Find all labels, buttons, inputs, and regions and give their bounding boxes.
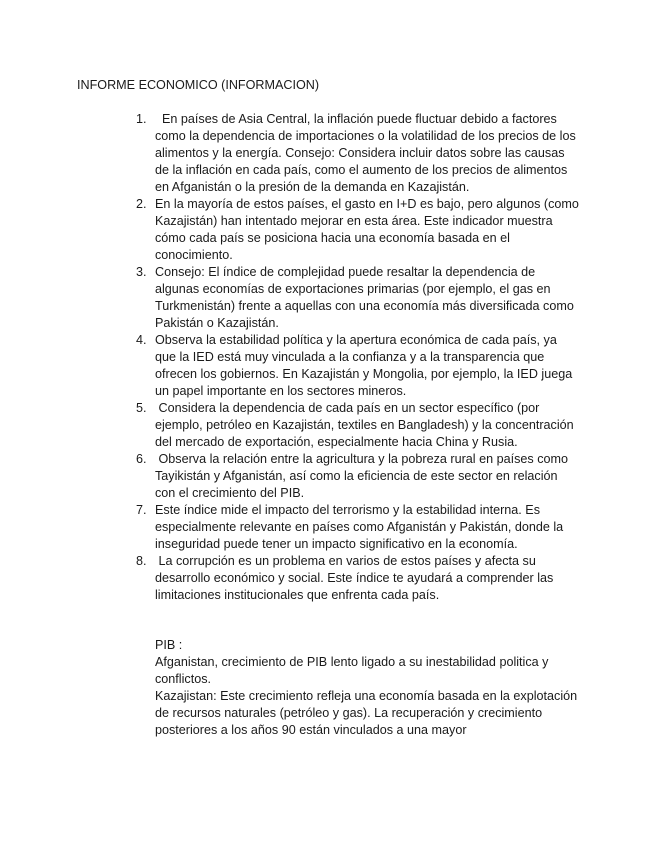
- list-item-number: 6.: [136, 452, 147, 466]
- numbered-list: [136, 111, 580, 604]
- list-item: [136, 451, 580, 502]
- list-item-number: 2.: [136, 197, 147, 211]
- pib-kazajistan-paragraph: Kazajistan: Este crecimiento refleja una economía basada en la explotación de recursos naturales (petróleo y gas). La recuperación y crecimiento posteriores a los años 90 están vinculados a una mayor: [155, 689, 578, 737]
- pib-section: [155, 637, 580, 739]
- list-item-text: La corrupción es un problema en varios de estos países y afecta su desarrollo económico y social. Este índice te ayudará a comprender las limitaciones institucionales que enfrenta cada país.: [155, 554, 557, 602]
- list-item-number: 4.: [136, 333, 147, 347]
- list-item-text: Observa la estabilidad política y la apertura económica de cada país, ya que la IED está muy vinculada a la confianza y a la transparencia que ofrecen los gobiernos. En Kazajistán y Mongolia, por ejemplo, la IED juega un papel importante en los sectores mineros.: [155, 333, 573, 398]
- list-item-text: En países de Asia Central, la inflación puede fluctuar debido a factores como la dependencia de importaciones o la volatilidad de los precios de los alimentos y la energía. Consejo: Considera incluir datos sobre las causas de la inflación en cada país, como el aumento de los precios de alimentos en Afganistán o la presión de la demanda en Kazajistán.: [155, 112, 580, 194]
- list-item-text: Este índice mide el impacto del terrorismo y la estabilidad interna. Es especialmente relevante en países como Afganistán y Pakistán, donde la inseguridad puede tener un impacto significativo en la economía.: [155, 503, 564, 551]
- list-item-number: 8.: [136, 554, 147, 568]
- list-item: [136, 400, 580, 451]
- list-item-number: 1.: [136, 112, 147, 126]
- list-item-text: Observa la relación entre la agricultura y la pobreza rural en países como Tayikistán y Afganistán, así como la eficiencia de este sector en relación con el crecimiento del PIB.: [155, 452, 572, 500]
- list-item: [136, 553, 580, 604]
- pib-heading: PIB :: [155, 638, 183, 652]
- list-item: [136, 332, 580, 400]
- pib-afganistan-paragraph: Afganistan, crecimiento de PIB lento ligado a su inestabilidad politica y conflictos.: [155, 655, 549, 686]
- list-item: [136, 264, 580, 332]
- list-item-text: Consejo: El índice de complejidad puede resaltar la dependencia de algunas economías de exportaciones primarias (por ejemplo, el gas en Turkmenistán) frente a aquellas con una economía más diversificada como Pakistán o Kazajistán.: [155, 265, 574, 330]
- list-item: [136, 502, 580, 553]
- list-item-text: Considera la dependencia de cada país en un sector específico (por ejemplo, petróleo en Kazajistán, textiles en Bangladesh) y la concentración del mercado de exportación, especialmente hacia China y Rusia.: [155, 401, 578, 449]
- list-item: [136, 196, 580, 264]
- list-item-text: En la mayoría de estos países, el gasto en I+D es bajo, pero algunos (como Kazajistán) han intentado mejorar en esta área. Este indicador muestra cómo cada país se posiciona hacia una economía basada en el conocimiento.: [155, 197, 579, 262]
- list-item-number: 3.: [136, 265, 147, 279]
- list-item-number: 5.: [136, 401, 147, 415]
- document-title: INFORME ECONOMICO (INFORMACION): [77, 78, 320, 92]
- list-item-number: 7.: [136, 503, 147, 517]
- list-item: [136, 111, 580, 196]
